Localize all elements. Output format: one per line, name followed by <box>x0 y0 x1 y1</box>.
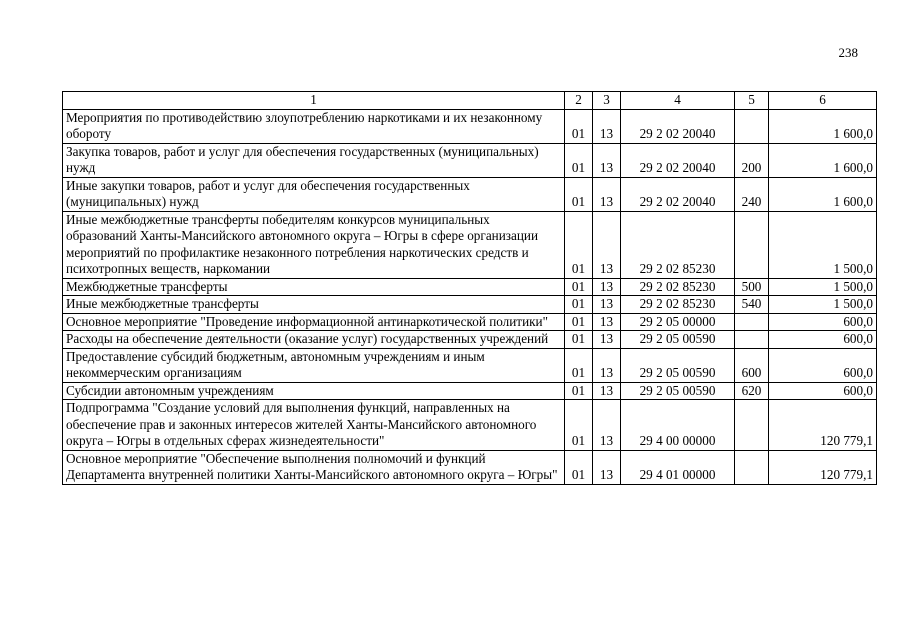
row-name: Субсидии автономным учреждениям <box>63 382 565 400</box>
row-subsection: 13 <box>593 211 621 278</box>
row-subsection: 13 <box>593 296 621 314</box>
col-header-name: 1 <box>63 92 565 110</box>
row-amount: 1 500,0 <box>769 211 877 278</box>
row-subsection: 13 <box>593 331 621 349</box>
row-target-code: 29 2 02 85230 <box>621 296 735 314</box>
row-target-code: 29 4 00 00000 <box>621 400 735 451</box>
row-amount: 1 500,0 <box>769 296 877 314</box>
row-subsection: 13 <box>593 143 621 177</box>
row-section: 01 <box>565 143 593 177</box>
row-expense-type: 240 <box>735 177 769 211</box>
row-amount: 600,0 <box>769 382 877 400</box>
col-header-target-code: 4 <box>621 92 735 110</box>
row-section: 01 <box>565 313 593 331</box>
table-row <box>63 211 877 278</box>
row-subsection: 13 <box>593 400 621 451</box>
row-section: 01 <box>565 278 593 296</box>
row-name: Основное мероприятие "Проведение информационной антинаркотической политики" <box>63 313 565 331</box>
row-amount: 1 500,0 <box>769 278 877 296</box>
row-expense-type <box>735 331 769 349</box>
col-header-expense-type: 5 <box>735 92 769 110</box>
row-expense-type <box>735 313 769 331</box>
row-section: 01 <box>565 348 593 382</box>
header-row <box>63 92 877 110</box>
row-section: 01 <box>565 296 593 314</box>
row-target-code: 29 2 05 00000 <box>621 313 735 331</box>
row-expense-type: 200 <box>735 143 769 177</box>
row-name: Расходы на обеспечение деятельности (оказание услуг) государственных учреждений <box>63 331 565 349</box>
row-target-code: 29 2 05 00590 <box>621 348 735 382</box>
row-name: Закупка товаров, работ и услуг для обеспечения государственных (муниципальных) нужд <box>63 143 565 177</box>
row-target-code: 29 4 01 00000 <box>621 450 735 484</box>
row-amount: 120 779,1 <box>769 450 877 484</box>
row-section: 01 <box>565 331 593 349</box>
row-section: 01 <box>565 109 593 143</box>
budget-table <box>62 91 877 485</box>
row-target-code: 29 2 02 85230 <box>621 211 735 278</box>
row-target-code: 29 2 02 20040 <box>621 109 735 143</box>
row-target-code: 29 2 05 00590 <box>621 382 735 400</box>
row-name: Основное мероприятие "Обеспечение выполнения полномочий и функций Департамента внутренней политики Ханты-Мансийского автономного округа – Югры" <box>63 450 565 484</box>
col-header-subsection: 3 <box>593 92 621 110</box>
row-target-code: 29 2 05 00590 <box>621 331 735 349</box>
row-name: Подпрограмма "Создание условий для выполнения функций, направленных на обеспечение прав и законных интересов жителей Ханты-Мансийского автономного округа – Югры в отдельных сферах жизнедеятельности" <box>63 400 565 451</box>
row-subsection: 13 <box>593 278 621 296</box>
row-subsection: 13 <box>593 177 621 211</box>
table-row <box>63 313 877 331</box>
row-amount: 1 600,0 <box>769 177 877 211</box>
row-expense-type: 540 <box>735 296 769 314</box>
table-row <box>63 143 877 177</box>
row-subsection: 13 <box>593 109 621 143</box>
row-target-code: 29 2 02 20040 <box>621 177 735 211</box>
row-amount: 1 600,0 <box>769 143 877 177</box>
table-row <box>63 296 877 314</box>
row-section: 01 <box>565 450 593 484</box>
row-subsection: 13 <box>593 348 621 382</box>
row-amount: 1 600,0 <box>769 109 877 143</box>
table-row <box>63 278 877 296</box>
row-subsection: 13 <box>593 313 621 331</box>
page-number: 238 <box>838 45 858 60</box>
row-expense-type: 620 <box>735 382 769 400</box>
table-row <box>63 382 877 400</box>
row-amount: 600,0 <box>769 331 877 349</box>
row-amount: 600,0 <box>769 313 877 331</box>
row-expense-type <box>735 109 769 143</box>
row-section: 01 <box>565 211 593 278</box>
table-row <box>63 177 877 211</box>
row-subsection: 13 <box>593 450 621 484</box>
row-section: 01 <box>565 382 593 400</box>
table-row <box>63 400 877 451</box>
row-name: Предоставление субсидий бюджетным, автономным учреждениям и иным некоммерческим организациям <box>63 348 565 382</box>
row-expense-type <box>735 211 769 278</box>
row-name: Иные закупки товаров, работ и услуг для обеспечения государственных (муниципальных) нужд <box>63 177 565 211</box>
table-row <box>63 348 877 382</box>
row-amount: 600,0 <box>769 348 877 382</box>
col-header-section: 2 <box>565 92 593 110</box>
row-expense-type: 600 <box>735 348 769 382</box>
row-name: Мероприятия по противодействию злоупотреблению наркотиками и их незаконному обороту <box>63 109 565 143</box>
row-target-code: 29 2 02 20040 <box>621 143 735 177</box>
row-section: 01 <box>565 177 593 211</box>
table-row <box>63 109 877 143</box>
row-expense-type: 500 <box>735 278 769 296</box>
row-expense-type <box>735 450 769 484</box>
table-row <box>63 450 877 484</box>
row-amount: 120 779,1 <box>769 400 877 451</box>
row-subsection: 13 <box>593 382 621 400</box>
row-section: 01 <box>565 400 593 451</box>
row-name: Межбюджетные трансферты <box>63 278 565 296</box>
row-name: Иные межбюджетные трансферты <box>63 296 565 314</box>
table-row <box>63 331 877 349</box>
col-header-amount: 6 <box>769 92 877 110</box>
row-target-code: 29 2 02 85230 <box>621 278 735 296</box>
row-name: Иные межбюджетные трансферты победителям конкурсов муниципальных образований Ханты-Мансийского автономного округа – Югры в сфере организации мероприятий по профилактике незаконного потребления наркотических средств и психотропных веществ, наркомании <box>63 211 565 278</box>
row-expense-type <box>735 400 769 451</box>
